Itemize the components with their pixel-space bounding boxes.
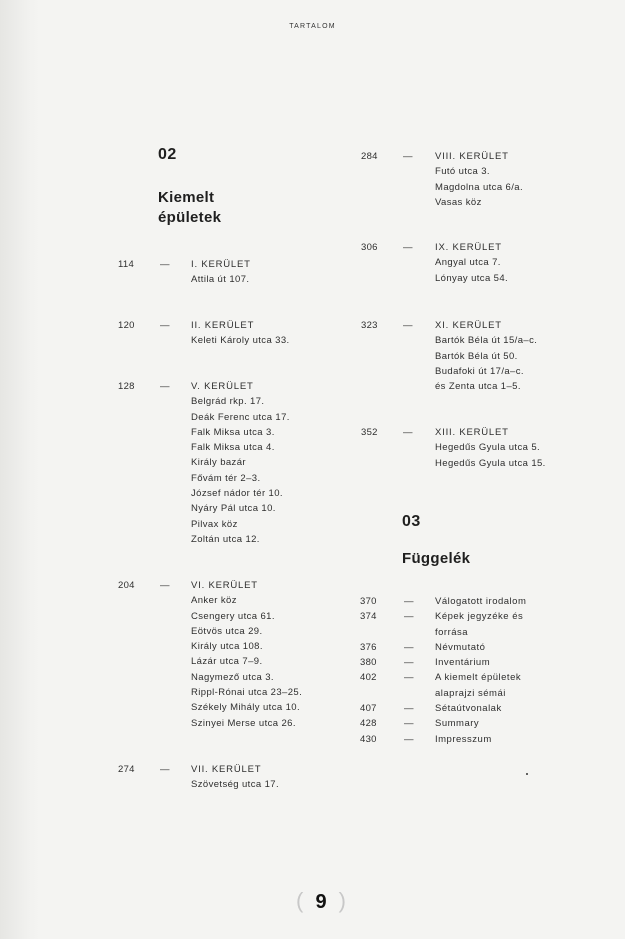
appendix-item[interactable]	[360, 701, 560, 716]
section-02-title-line1: Kiemelt	[158, 189, 215, 206]
page-number-value: 9	[315, 891, 327, 913]
appendix-item[interactable]	[360, 716, 560, 731]
appendix-item-label: alaprajzi sémái	[435, 687, 506, 699]
appendix-item-label: Képek jegyzéke és	[435, 611, 524, 623]
appendix-item-label: Sétaútvonalak	[435, 703, 502, 715]
appendix-item-label: A kiemelt épületek	[435, 672, 522, 684]
appendix-item-continued	[360, 686, 560, 701]
toc-address: Szinyei Merse utca 26.	[191, 717, 296, 729]
toc-address: Bartók Béla út 15/a–c.	[435, 335, 538, 347]
toc-address: Belgrád rkp. 17.	[191, 396, 265, 408]
toc-address: Deák Ferenc utca 17.	[191, 411, 290, 423]
appendix-item[interactable]	[360, 594, 560, 609]
toc-page-number: 128	[118, 381, 135, 392]
toc-address: Falk Miksa utca 4.	[191, 442, 275, 454]
toc-address: Eötvös utca 29.	[191, 625, 263, 637]
toc-dash: —	[160, 764, 170, 775]
toc-address: Király utca 108.	[191, 641, 263, 653]
toc-address: Zoltán utca 12.	[191, 533, 260, 545]
section-03-title: Függelék	[402, 550, 471, 567]
toc-page-number: 430	[360, 733, 377, 745]
toc-district-name: VII. KERÜLET	[191, 764, 262, 775]
toc-page-number: 306	[361, 242, 378, 253]
toc-page-number: 120	[118, 320, 135, 331]
toc-dash: —	[404, 657, 414, 669]
toc-dash: —	[403, 242, 413, 253]
page-gutter-shade	[0, 0, 40, 939]
appendix-item[interactable]	[360, 609, 560, 624]
toc-dash: —	[404, 703, 414, 715]
toc-address: Falk Miksa utca 3.	[191, 426, 275, 438]
toc-page-number: 376	[360, 641, 377, 653]
toc-address: Fővám tér 2–3.	[191, 472, 261, 484]
appendix-item-label: Inventárium	[435, 657, 491, 669]
toc-district-name: XIII. KERÜLET	[435, 427, 509, 438]
toc-address: József nádor tér 10.	[191, 488, 283, 500]
toc-address: Nagymező utca 3.	[191, 671, 274, 683]
appendix-item-label: Summary	[435, 718, 480, 730]
toc-page-number: 407	[360, 703, 377, 715]
toc-address: Pilvax köz	[191, 518, 238, 530]
toc-dash: —	[403, 151, 413, 162]
toc-dash: —	[404, 641, 414, 653]
toc-dash: —	[160, 580, 170, 591]
toc-district-name: XI. KERÜLET	[435, 320, 502, 331]
appendix-item-label: Impresszum	[435, 733, 492, 745]
toc-address: Csengery utca 61.	[191, 610, 275, 622]
toc-district-name: V. KERÜLET	[191, 381, 254, 392]
toc-address: és Zenta utca 1–5.	[435, 381, 521, 393]
section-02-title	[158, 188, 221, 228]
toc-page-number: 204	[118, 580, 135, 591]
page-number	[296, 889, 346, 915]
toc-page-number: 402	[360, 672, 377, 684]
toc-address: Futó utca 3.	[435, 166, 490, 178]
running-header: TARTALOM	[289, 23, 336, 30]
toc-address: Magdolna utca 6/a.	[435, 181, 524, 193]
toc-dash: —	[403, 320, 413, 331]
page-number-bracket-left: (	[296, 888, 304, 913]
appendix-item-label: forrása	[435, 626, 469, 638]
toc-address: Hegedűs Gyula utca 15.	[435, 457, 546, 469]
toc-address: Keleti Károly utca 33.	[191, 335, 290, 347]
appendix-item-label: Válogatott irodalom	[435, 596, 527, 607]
toc-dash: —	[404, 596, 414, 607]
stray-mark	[526, 773, 528, 775]
appendix-item[interactable]	[360, 655, 560, 670]
toc-address: Király bazár	[191, 457, 246, 469]
toc-address: Rippl-Rónai utca 23–25.	[191, 687, 303, 699]
toc-address: Hegedűs Gyula utca 5.	[435, 442, 541, 454]
toc-district-name: VIII. KERÜLET	[435, 151, 509, 162]
toc-address: Nyáry Pál utca 10.	[191, 503, 276, 515]
toc-address: Lónyay utca 54.	[435, 272, 509, 284]
section-02-title-line2: épületek	[158, 209, 222, 226]
toc-page-number: 380	[360, 657, 377, 669]
appendix-item[interactable]	[360, 732, 560, 747]
toc-district-name: I. KERÜLET	[191, 259, 251, 270]
toc-district-name: II. KERÜLET	[191, 320, 255, 331]
appendix-item-label: Névmutató	[435, 641, 486, 653]
toc-dash: —	[404, 672, 414, 684]
toc-page-number: 428	[360, 718, 377, 730]
toc-page-number: 284	[361, 151, 378, 162]
toc-address: Szövetség utca 17.	[191, 779, 280, 791]
toc-address: Anker köz	[191, 595, 237, 607]
appendix-list	[360, 594, 560, 747]
toc-district-name: IX. KERÜLET	[435, 242, 502, 253]
appendix-item[interactable]	[360, 670, 560, 685]
toc-district-name: VI. KERÜLET	[191, 580, 258, 591]
section-02-number: 02	[158, 146, 177, 163]
toc-page-number: 374	[360, 611, 377, 623]
toc-address: Angyal utca 7.	[435, 257, 501, 269]
toc-page-number: 274	[118, 764, 135, 775]
appendix-item[interactable]	[360, 640, 560, 655]
toc-dash: —	[403, 427, 413, 438]
toc-page-number: 352	[361, 427, 378, 438]
toc-dash: —	[404, 733, 414, 745]
toc-page-number: 323	[361, 320, 378, 331]
toc-address: Lázár utca 7–9.	[191, 656, 263, 668]
toc-address: Székely Mihály utca 10.	[191, 702, 300, 714]
toc-dash: —	[404, 611, 414, 623]
toc-dash: —	[160, 381, 170, 392]
toc-page-number: 370	[360, 596, 377, 607]
section-03-number: 03	[402, 513, 421, 530]
appendix-item-continued	[360, 625, 560, 640]
toc-address: Attila út 107.	[191, 274, 250, 286]
toc-dash: —	[160, 259, 170, 270]
toc-dash: —	[160, 320, 170, 331]
toc-address: Budafoki út 17/a–c.	[435, 365, 524, 377]
toc-page-number: 114	[118, 259, 135, 270]
toc-address: Vasas köz	[435, 196, 482, 208]
toc-dash: —	[404, 718, 414, 730]
page-number-bracket-right: )	[338, 888, 346, 913]
toc-address: Bartók Béla út 50.	[435, 350, 518, 362]
